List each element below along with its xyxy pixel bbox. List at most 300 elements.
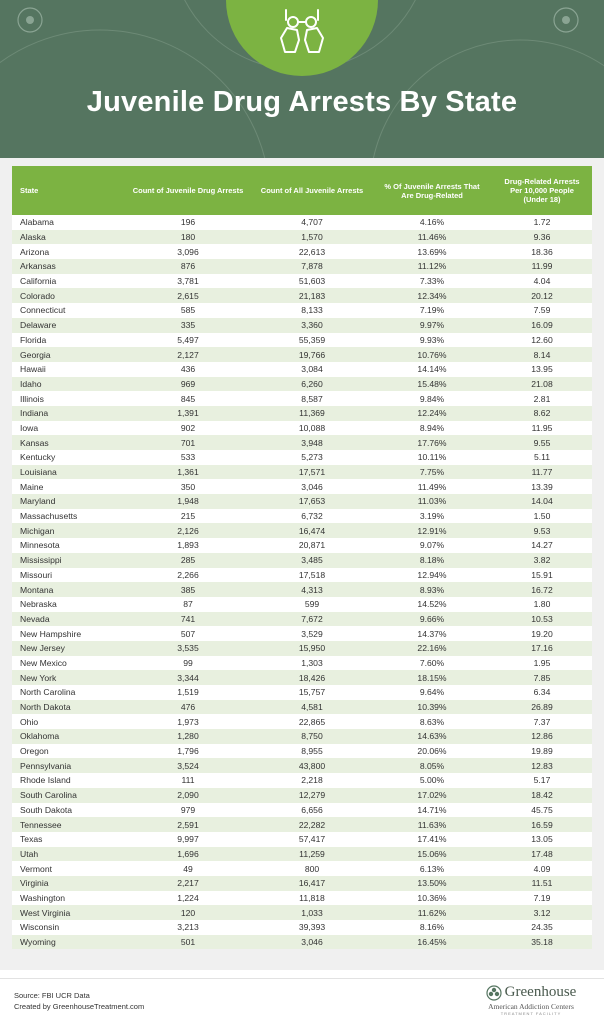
- value-cell: 3,046: [301, 937, 323, 948]
- value-cell: 9.93%: [419, 334, 445, 345]
- value-cell: 2,090: [177, 790, 199, 801]
- state-cell: Tennessee: [20, 819, 62, 830]
- state-cell: Rhode Island: [20, 775, 71, 786]
- value-cell: 14.52%: [417, 599, 447, 610]
- value-cell: 11.62%: [417, 907, 447, 918]
- footer-divider: [0, 978, 604, 979]
- state-cell: Minnesota: [20, 540, 60, 551]
- value-cell: 701: [180, 437, 196, 448]
- value-cell: 5.11: [533, 452, 551, 463]
- value-cell: 9.07%: [419, 540, 445, 551]
- value-cell: 3,529: [301, 628, 323, 639]
- value-cell: 15,757: [298, 687, 326, 698]
- value-cell: 19.89: [531, 746, 553, 757]
- value-cell: 3,344: [177, 672, 199, 683]
- table-row: [12, 494, 592, 509]
- value-cell: 436: [180, 364, 196, 375]
- value-cell: 5,497: [177, 334, 199, 345]
- value-cell: 17.48: [531, 848, 553, 859]
- state-cell: Maryland: [20, 496, 56, 507]
- value-cell: 11.49%: [417, 481, 447, 492]
- value-cell: 9.36: [533, 232, 551, 243]
- table-row: [12, 935, 592, 950]
- value-cell: 14.27: [531, 540, 553, 551]
- value-cell: 2,591: [177, 819, 199, 830]
- value-cell: 1,224: [177, 892, 199, 903]
- column-header-all-juvenile-arrests: Count of All Juvenile Arrests: [260, 186, 364, 195]
- column-header-per-10000: Drug-Related Arrests Per 10,000 People (Under 18): [504, 177, 580, 204]
- table-row: [12, 891, 592, 906]
- table-header-row: [12, 166, 592, 215]
- header-banner: [0, 0, 604, 158]
- value-cell: 3,096: [177, 246, 199, 257]
- value-cell: 17,653: [298, 496, 326, 507]
- value-cell: 3,535: [177, 643, 199, 654]
- table-row: [12, 670, 592, 685]
- value-cell: 13.69%: [417, 246, 447, 257]
- value-cell: 11.77: [531, 467, 553, 478]
- table-body: [12, 215, 592, 949]
- value-cell: 15.06%: [417, 848, 447, 859]
- brand-subtitle: American Addiction Centers: [488, 1002, 574, 1011]
- value-cell: 7,672: [301, 613, 323, 624]
- state-cell: Indiana: [20, 408, 49, 419]
- value-cell: 1,796: [177, 746, 199, 757]
- table-row: [12, 920, 592, 935]
- state-cell: Pennsylvania: [20, 760, 72, 771]
- value-cell: 20.12: [531, 290, 553, 301]
- source-text: Source: FBI UCR Data: [14, 991, 90, 1000]
- value-cell: 14.04: [531, 496, 553, 507]
- value-cell: 17.02%: [417, 790, 447, 801]
- value-cell: 8,750: [301, 731, 323, 742]
- state-cell: Mississippi: [20, 555, 62, 566]
- table-row: [12, 714, 592, 729]
- table-row: [12, 758, 592, 773]
- state-cell: Oklahoma: [20, 731, 60, 742]
- table-row: [12, 479, 592, 494]
- value-cell: 501: [180, 937, 196, 948]
- value-cell: 9.84%: [419, 393, 445, 404]
- state-cell: Vermont: [20, 863, 53, 874]
- state-cell: Maine: [20, 481, 44, 492]
- value-cell: 6.34: [533, 687, 551, 698]
- value-cell: 3,360: [301, 320, 323, 331]
- value-cell: 21,183: [298, 290, 326, 301]
- value-cell: 1,361: [177, 467, 199, 478]
- value-cell: 17,571: [298, 467, 326, 478]
- table-row: [12, 861, 592, 876]
- value-cell: 533: [180, 452, 196, 463]
- value-cell: 87: [183, 599, 193, 610]
- value-cell: 3,046: [301, 481, 323, 492]
- table-row: [12, 450, 592, 465]
- table-row: [12, 641, 592, 656]
- data-table: [12, 166, 592, 949]
- value-cell: 45.75: [531, 804, 553, 815]
- value-cell: 902: [180, 422, 196, 433]
- state-cell: New York: [20, 672, 57, 683]
- value-cell: 11.51: [531, 878, 553, 889]
- value-cell: 979: [180, 804, 196, 815]
- value-cell: 15.91: [531, 569, 553, 580]
- value-cell: 9.66%: [419, 613, 445, 624]
- value-cell: 5,273: [301, 452, 323, 463]
- state-cell: West Virginia: [20, 907, 71, 918]
- value-cell: 7.59: [533, 305, 551, 316]
- table-row: [12, 729, 592, 744]
- value-cell: 2,217: [177, 878, 199, 889]
- state-cell: Delaware: [20, 320, 57, 331]
- state-cell: Florida: [20, 334, 47, 345]
- value-cell: 10.53: [531, 613, 553, 624]
- value-cell: 10.76%: [417, 349, 447, 360]
- table-row: [12, 259, 592, 274]
- state-cell: Kentucky: [20, 452, 56, 463]
- value-cell: 20.06%: [417, 746, 447, 757]
- value-cell: 6,656: [301, 804, 323, 815]
- value-cell: 15,950: [298, 643, 326, 654]
- value-cell: 12.91%: [417, 525, 447, 536]
- state-cell: Colorado: [20, 290, 55, 301]
- table-row: [12, 773, 592, 788]
- value-cell: 11.99: [531, 261, 553, 272]
- state-cell: Louisiana: [20, 467, 57, 478]
- table-row: [12, 538, 592, 553]
- table-row: [12, 568, 592, 583]
- table-row: [12, 244, 592, 259]
- value-cell: 26.89: [531, 702, 553, 713]
- value-cell: 16,417: [298, 878, 326, 889]
- header-decoration: [0, 0, 604, 158]
- value-cell: 285: [180, 555, 196, 566]
- value-cell: 507: [180, 628, 196, 639]
- table-row: [12, 553, 592, 568]
- value-cell: 4.04: [533, 276, 551, 287]
- value-cell: 22,865: [298, 716, 326, 727]
- value-cell: 13.50%: [417, 878, 447, 889]
- value-cell: 12.86: [531, 731, 553, 742]
- value-cell: 1,303: [301, 657, 323, 668]
- state-cell: Michigan: [20, 525, 55, 536]
- column-header-juvenile-drug-arrests: Count of Juvenile Drug Arrests: [132, 186, 244, 195]
- value-cell: 99: [183, 657, 193, 668]
- state-cell: Washington: [20, 892, 66, 903]
- value-cell: 800: [304, 863, 320, 874]
- value-cell: 2,126: [177, 525, 199, 536]
- value-cell: 17.41%: [417, 834, 447, 845]
- state-cell: Hawaii: [20, 364, 46, 375]
- value-cell: 4,581: [301, 702, 323, 713]
- value-cell: 7.60%: [419, 657, 445, 668]
- value-cell: 8.14: [533, 349, 551, 360]
- value-cell: 13.39: [531, 481, 553, 492]
- value-cell: 1,948: [177, 496, 199, 507]
- table-row: [12, 421, 592, 436]
- value-cell: 16.72: [531, 584, 553, 595]
- value-cell: 1,033: [301, 907, 323, 918]
- table-row: [12, 612, 592, 627]
- table-container: [0, 158, 604, 970]
- state-cell: New Hampshire: [20, 628, 82, 639]
- value-cell: 585: [180, 305, 196, 316]
- value-cell: 9.97%: [419, 320, 445, 331]
- value-cell: 3.82: [533, 555, 551, 566]
- value-cell: 4,707: [301, 217, 323, 228]
- state-cell: Nebraska: [20, 599, 57, 610]
- value-cell: 476: [180, 702, 196, 713]
- value-cell: 7.19%: [419, 305, 445, 316]
- value-cell: 4.16%: [419, 217, 445, 228]
- value-cell: 12.83: [531, 760, 553, 771]
- value-cell: 8,133: [301, 305, 323, 316]
- value-cell: 35.18: [531, 937, 553, 948]
- value-cell: 8,955: [301, 746, 323, 757]
- value-cell: 7.85: [533, 672, 551, 683]
- state-cell: Montana: [20, 584, 54, 595]
- value-cell: 8.94%: [419, 422, 445, 433]
- value-cell: 11.12%: [417, 261, 447, 272]
- value-cell: 39,393: [298, 922, 326, 933]
- value-cell: 7.19: [533, 892, 551, 903]
- value-cell: 8.62: [533, 408, 551, 419]
- table-row: [12, 333, 592, 348]
- value-cell: 9.55: [533, 437, 551, 448]
- value-cell: 12,279: [298, 790, 326, 801]
- table-row: [12, 832, 592, 847]
- value-cell: 180: [180, 232, 196, 243]
- value-cell: 55,359: [298, 334, 326, 345]
- value-cell: 10.36%: [417, 892, 447, 903]
- value-cell: 1,973: [177, 716, 199, 727]
- state-cell: New Jersey: [20, 643, 65, 654]
- value-cell: 16.09: [531, 320, 553, 331]
- value-cell: 20,871: [298, 540, 326, 551]
- value-cell: 24.35: [531, 922, 553, 933]
- value-cell: 3,084: [301, 364, 323, 375]
- value-cell: 8.63%: [419, 716, 445, 727]
- table-row: [12, 318, 592, 333]
- value-cell: 5.17: [533, 775, 551, 786]
- value-cell: 9.64%: [419, 687, 445, 698]
- value-cell: 6.13%: [419, 863, 445, 874]
- value-cell: 741: [180, 613, 196, 624]
- value-cell: 3.12: [533, 907, 551, 918]
- table-row: [12, 788, 592, 803]
- value-cell: 11,259: [299, 848, 325, 859]
- state-cell: Arkansas: [20, 261, 56, 272]
- table-row: [12, 847, 592, 862]
- table-row: [12, 744, 592, 759]
- value-cell: 18,426: [298, 672, 326, 683]
- value-cell: 2,218: [301, 775, 323, 786]
- table-row: [12, 523, 592, 538]
- value-cell: 17,518: [298, 569, 326, 580]
- value-cell: 876: [180, 261, 196, 272]
- value-cell: 335: [180, 320, 196, 331]
- value-cell: 11,369: [299, 408, 325, 419]
- state-cell: Illinois: [20, 393, 44, 404]
- value-cell: 3.19%: [419, 511, 445, 522]
- value-cell: 9.53: [533, 525, 551, 536]
- table-row: [12, 905, 592, 920]
- value-cell: 1.50: [533, 511, 551, 522]
- value-cell: 14.14%: [417, 364, 447, 375]
- value-cell: 11.03%: [417, 496, 447, 507]
- value-cell: 11.46%: [417, 232, 447, 243]
- column-header-percent-drug-related: % Of Juvenile Arrests That Are Drug-Related: [384, 181, 480, 200]
- value-cell: 22,613: [298, 246, 326, 257]
- state-cell: Missouri: [20, 569, 52, 580]
- value-cell: 6,732: [301, 511, 323, 522]
- value-cell: 3,781: [177, 276, 199, 287]
- state-cell: Arizona: [20, 246, 50, 257]
- value-cell: 1,280: [177, 731, 199, 742]
- state-cell: Ohio: [20, 716, 39, 727]
- value-cell: 3,948: [301, 437, 323, 448]
- brand-subtitle-2: TREATMENT FACILITY: [500, 1011, 562, 1016]
- value-cell: 8.18%: [419, 555, 445, 566]
- state-cell: Idaho: [20, 378, 42, 389]
- state-cell: Georgia: [20, 349, 51, 360]
- value-cell: 14.37%: [417, 628, 447, 639]
- value-cell: 7.33%: [419, 276, 445, 287]
- table-row: [12, 597, 592, 612]
- footer: [0, 970, 604, 1024]
- table-row: [12, 347, 592, 362]
- table-row: [12, 685, 592, 700]
- table-row: [12, 435, 592, 450]
- value-cell: 215: [180, 511, 196, 522]
- table-row: [12, 465, 592, 480]
- table-row: [12, 803, 592, 818]
- state-cell: New Mexico: [20, 657, 67, 668]
- value-cell: 1.95: [533, 657, 551, 668]
- value-cell: 969: [180, 378, 196, 389]
- value-cell: 11,818: [299, 892, 325, 903]
- table-row: [12, 215, 592, 230]
- state-cell: Connecticut: [20, 305, 66, 316]
- value-cell: 3,213: [177, 922, 199, 933]
- value-cell: 13.05: [531, 834, 553, 845]
- state-cell: South Carolina: [20, 790, 77, 801]
- value-cell: 15.48%: [417, 378, 447, 389]
- source-credit: [14, 990, 144, 1012]
- value-cell: 1.80: [533, 599, 551, 610]
- value-cell: 7.37: [533, 716, 551, 727]
- value-cell: 845: [180, 393, 196, 404]
- value-cell: 1,519: [177, 687, 199, 698]
- value-cell: 49: [183, 863, 193, 874]
- value-cell: 22,282: [298, 819, 326, 830]
- value-cell: 17.76%: [417, 437, 447, 448]
- table-row: [12, 817, 592, 832]
- value-cell: 120: [180, 907, 196, 918]
- state-cell: Wisconsin: [20, 922, 60, 933]
- value-cell: 19,766: [298, 349, 326, 360]
- page-title: Juvenile Drug Arrests By State: [86, 86, 518, 118]
- value-cell: 12.94%: [417, 569, 447, 580]
- value-cell: 8,587: [301, 393, 323, 404]
- value-cell: 21.08: [531, 378, 553, 389]
- brand-name: Greenhouse: [504, 984, 577, 1001]
- state-cell: North Carolina: [20, 687, 76, 698]
- state-cell: South Dakota: [20, 804, 73, 815]
- value-cell: 14.71%: [417, 804, 447, 815]
- state-cell: Massachusetts: [20, 511, 78, 522]
- value-cell: 8.05%: [419, 760, 445, 771]
- value-cell: 12.34%: [417, 290, 447, 301]
- value-cell: 11.63%: [417, 819, 447, 830]
- table-row: [12, 391, 592, 406]
- value-cell: 4.09: [533, 863, 551, 874]
- table-row: [12, 626, 592, 641]
- value-cell: 111: [181, 775, 195, 786]
- table-row: [12, 876, 592, 891]
- table-row: [12, 230, 592, 245]
- value-cell: 17.16: [531, 643, 553, 654]
- value-cell: 16.59: [531, 819, 553, 830]
- state-cell: Alaska: [20, 232, 46, 243]
- value-cell: 1,570: [301, 232, 323, 243]
- value-cell: 10.11%: [417, 452, 447, 463]
- state-cell: Utah: [20, 848, 39, 859]
- value-cell: 1,696: [177, 848, 199, 859]
- value-cell: 7.75%: [419, 467, 445, 478]
- flower-logo-icon: [486, 985, 502, 1001]
- value-cell: 2,127: [177, 349, 199, 360]
- value-cell: 12.60: [531, 334, 553, 345]
- table-row: [12, 274, 592, 289]
- value-cell: 43,800: [298, 760, 326, 771]
- state-cell: Wyoming: [20, 937, 56, 948]
- state-cell: Texas: [20, 834, 43, 845]
- value-cell: 8.93%: [419, 584, 445, 595]
- table-row: [12, 377, 592, 392]
- value-cell: 599: [304, 599, 320, 610]
- value-cell: 385: [180, 584, 196, 595]
- value-cell: 1,391: [177, 408, 199, 419]
- state-cell: California: [20, 276, 57, 287]
- value-cell: 57,417: [298, 834, 326, 845]
- value-cell: 4,313: [301, 584, 323, 595]
- table-row: [12, 656, 592, 671]
- value-cell: 5.00%: [419, 775, 445, 786]
- value-cell: 13.95: [531, 364, 553, 375]
- state-cell: Iowa: [20, 422, 39, 433]
- table-row: [12, 700, 592, 715]
- table-row: [12, 303, 592, 318]
- value-cell: 18.15%: [417, 672, 447, 683]
- table-row: [12, 406, 592, 421]
- state-cell: Oregon: [20, 746, 49, 757]
- table-row: [12, 362, 592, 377]
- value-cell: 3,524: [177, 760, 199, 771]
- value-cell: 8.16%: [419, 922, 445, 933]
- column-header-state: State: [20, 186, 39, 195]
- value-cell: 16.45%: [417, 937, 447, 948]
- value-cell: 2,615: [177, 290, 199, 301]
- state-cell: Kansas: [20, 437, 49, 448]
- value-cell: 196: [180, 217, 196, 228]
- value-cell: 10.39%: [417, 702, 447, 713]
- value-cell: 2,266: [177, 569, 199, 580]
- value-cell: 18.42: [531, 790, 553, 801]
- value-cell: 51,603: [298, 276, 326, 287]
- brand-logo: [472, 984, 590, 1016]
- value-cell: 11.95: [531, 422, 553, 433]
- value-cell: 1,893: [177, 540, 199, 551]
